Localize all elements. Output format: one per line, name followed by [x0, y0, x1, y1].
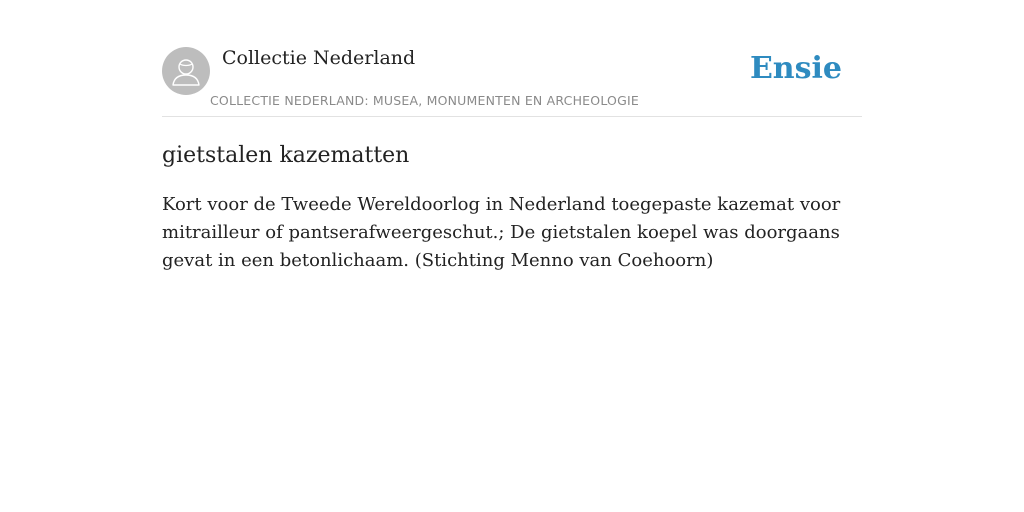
brand-logo-link[interactable]: Ensie: [749, 51, 842, 86]
page-header: [162, 0, 862, 117]
author-subtitle: COLLECTIE NEDERLAND: MUSEA, MONUMENTEN EN ARCHEOLOGIE: [210, 93, 639, 108]
entry-description: Kort voor de Tweede Wereldoorlog in Nederland toegepaste kazemat voor mitrailleur of pantserafweergeschut.; De gietstalen koepel was doorgaans gevat in een betonlichaam. (Stichting Menno van Coehoorn): [162, 194, 841, 271]
author-avatar[interactable]: [162, 47, 210, 95]
entry-title: gietstalen kazematten: [162, 143, 410, 168]
user-icon: [162, 47, 210, 95]
author-name-link[interactable]: Collectie Nederland: [222, 47, 416, 69]
page-container: [162, 0, 862, 275]
